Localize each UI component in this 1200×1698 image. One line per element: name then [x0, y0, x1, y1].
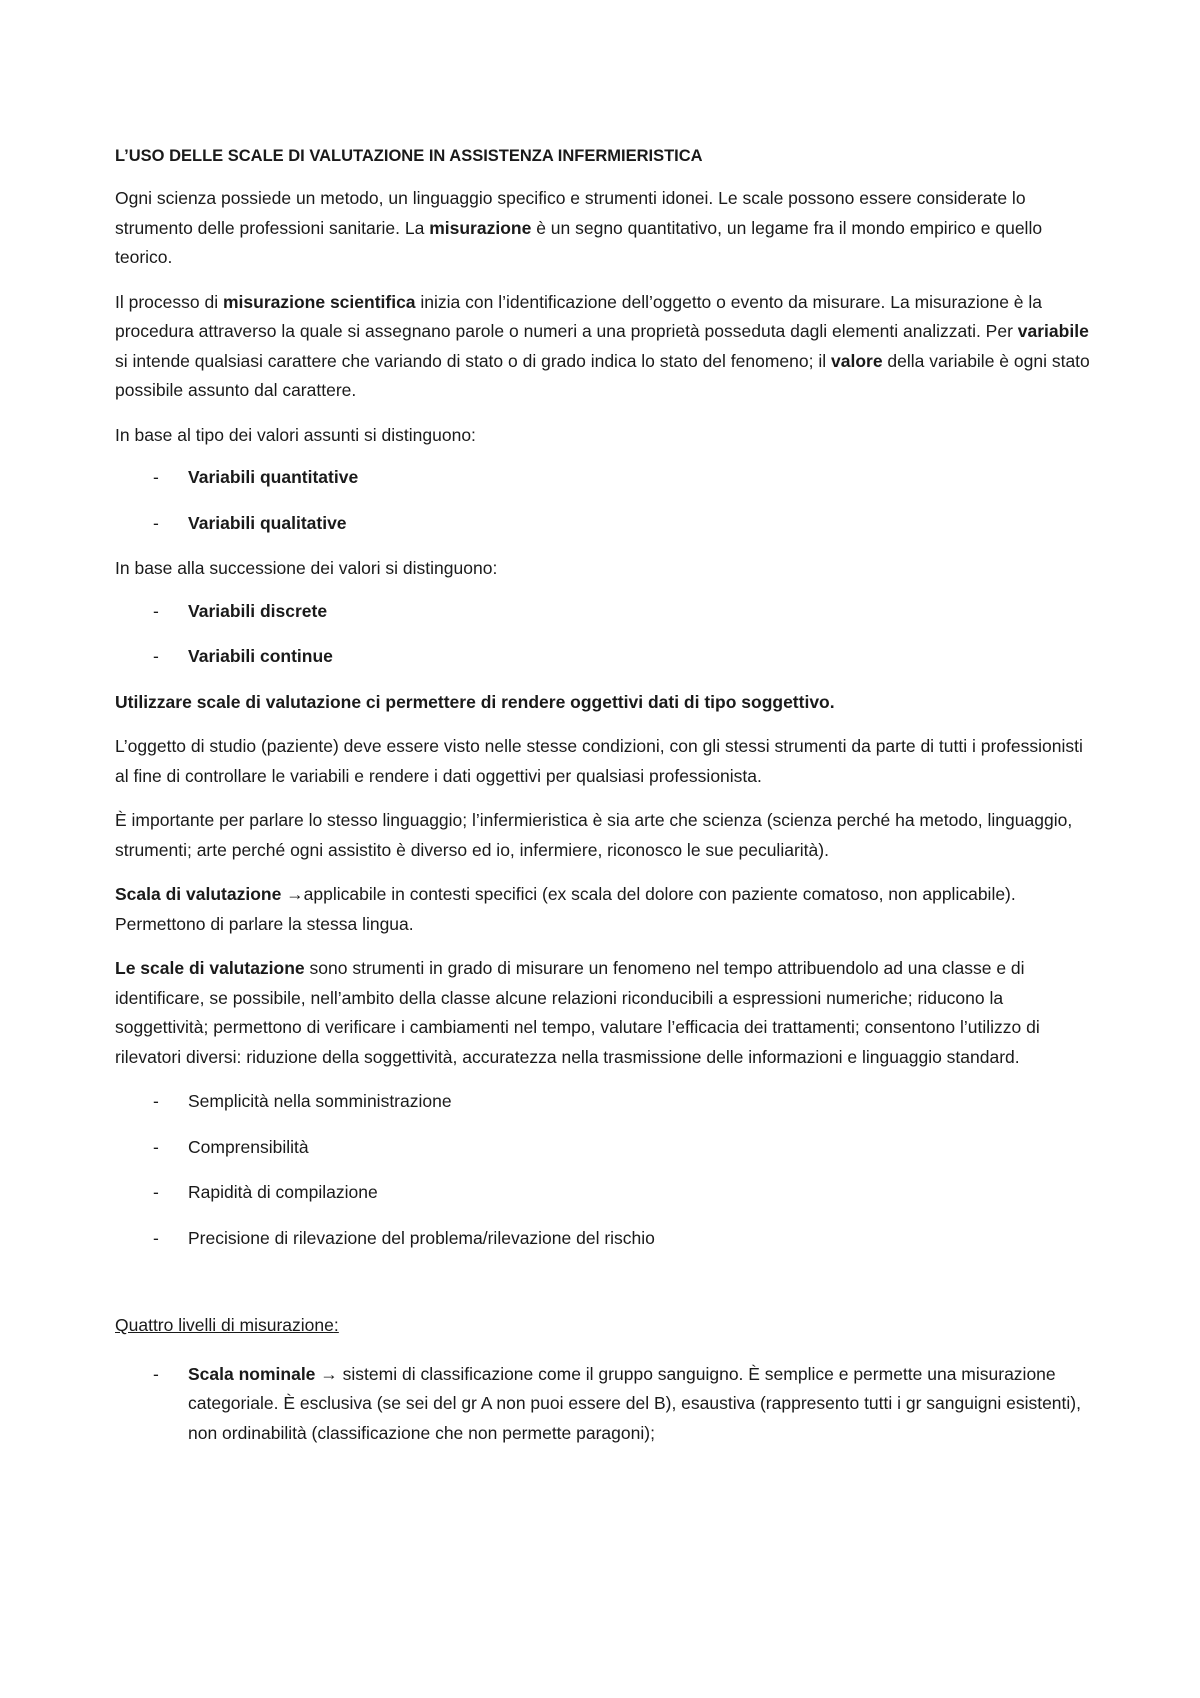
paragraph-bold-statement [115, 688, 1100, 718]
list-item-label: Comprensibilità [188, 1136, 309, 1157]
text-span: è un segno quantitativo, un legame fra il mondo empirico e quello teorico. [115, 217, 1043, 267]
list-item [115, 1224, 1100, 1254]
list-succession [115, 597, 1100, 672]
list-scale-qualities [115, 1087, 1100, 1253]
dash-bullet: - [153, 467, 159, 487]
bold-term: misurazione scientifica [222, 291, 416, 312]
arrow-icon: → [315, 1363, 343, 1384]
paragraph-succession: In base alla successione dei valori si distinguono: [115, 558, 498, 578]
list-item-label: Semplicità nella somministrazione [188, 1091, 452, 1111]
paragraph-scales-description [115, 954, 1100, 1072]
list-item [115, 463, 1100, 493]
list-item-label: Precisione di rilevazione del problema/rilevazione del rischio [188, 1227, 655, 1248]
list-item [115, 1087, 1100, 1117]
bold-term: Scala nominale [188, 1363, 316, 1384]
section-heading [115, 1311, 1100, 1341]
bold-term: Le scale di valutazione [115, 958, 305, 978]
list-item [115, 597, 1100, 627]
text-span: inizia con l’identificazione dell’oggetto o evento da misurare. La misurazione è la procedura attraverso la quale si assegnano parole o numeri a una proprietà posseduta dagli elementi analizzati. Per [115, 291, 1043, 341]
dash-bullet: - [153, 646, 159, 666]
document-title: L’USO DELLE SCALE DI VALUTAZIONE IN ASSISTENZA INFERMIERISTICA [115, 147, 703, 165]
paragraph-measurement [115, 288, 1100, 406]
dash-bullet: - [153, 512, 159, 533]
paragraph-intro [115, 184, 1100, 273]
list-item-label: Variabili qualitative [188, 512, 347, 533]
dash-bullet: - [153, 1227, 159, 1248]
list-item-label: Variabili discrete [188, 600, 328, 621]
text-span: →applicabile in contesti specifici (ex scala del dolore con paziente comatoso, non applicabile). Permettono di parlare la stessa lingua. [115, 884, 1016, 934]
text-span: Ogni scienza possiede un metodo, un linguaggio specifico e strumenti idonei. Le scale possono essere considerate lo strumento delle professioni sanitarie. La [115, 188, 1026, 238]
bold-term: variabile [1017, 321, 1089, 341]
text-span: della variabile è ogni stato possibile assunto dal carattere. [115, 350, 1090, 400]
list-item-label: Rapidità di compilazione [188, 1182, 378, 1202]
list-item [115, 509, 1100, 539]
text-span: Il processo di [115, 291, 223, 312]
bold-term: Scala di valutazione [115, 884, 282, 904]
list-item-label: Variabili quantitative [188, 467, 359, 487]
text-span: si intende qualsiasi carattere che variando di stato o di grado indica lo stato del fenomeno; il [115, 350, 831, 371]
bold-statement: Utilizzare scale di valutazione ci permettere di rendere oggettivi dati di tipo soggettivo. [115, 691, 835, 712]
dash-bullet: - [153, 1091, 159, 1111]
list-measurement-levels [115, 1360, 1100, 1449]
bold-term: valore [831, 350, 883, 371]
list-item [115, 1178, 1100, 1208]
section-heading-colon: : [333, 1315, 339, 1335]
text-span: sono strumenti in grado di misurare un fenomeno nel tempo attribuendolo ad una classe e di identificare, se possibile, nell’ambito della classe alcune relazioni riconducibili a espressioni numeriche; riducono la soggettività; permettono di verificare i cambiamenti nel tempo, valutare l’efficacia dei trattamenti; consentono l’utilizzo di rilevatori diversi: riduzione della soggettività, accuratezza nella trasmissione delle informazioni e linguaggio standard. [115, 958, 1040, 1067]
document-body [115, 142, 1100, 1464]
dash-bullet: - [153, 1363, 159, 1384]
bold-term: misurazione [429, 217, 532, 238]
dash-bullet: - [153, 1136, 159, 1157]
list-item [115, 1133, 1100, 1163]
paragraph-study-object: L’oggetto di studio (paziente) deve essere visto nelle stesse condizioni, con gli stessi strumenti da parte di tutti i professionisti al fine di controllare le variabili e rendere i dati oggettivi per qualsiasi professionista. [115, 736, 1083, 786]
text-span: sistemi di classificazione come il gruppo sanguigno. È semplice e permette una misurazione categoriale. È esclusiva (se sei del gr A non puoi essere del B), esaustiva (rappresento tutti i gr sanguigni esistenti), non ordinabilità (classificazione che non permette paragoni); [188, 1363, 1081, 1443]
paragraph-value-types: In base al tipo dei valori assunti si distinguono: [115, 424, 476, 445]
dash-bullet: - [153, 1182, 159, 1202]
section-heading-text: Quattro livelli di misurazione [115, 1315, 334, 1335]
list-item-label: Variabili continue [188, 646, 333, 666]
list-value-types [115, 463, 1100, 538]
dash-bullet: - [153, 600, 159, 621]
list-item [115, 1360, 1100, 1449]
paragraph-language: È importante per parlare lo stesso linguaggio; l’infermieristica è sia arte che scienza (scienza perché ha metodo, linguaggio, strumenti; arte perché ogni assistito è diverso ed io, infermiere, riconosco le sue peculiarità). [115, 810, 1073, 860]
paragraph-scale-definition [115, 880, 1100, 939]
list-item [115, 642, 1100, 672]
